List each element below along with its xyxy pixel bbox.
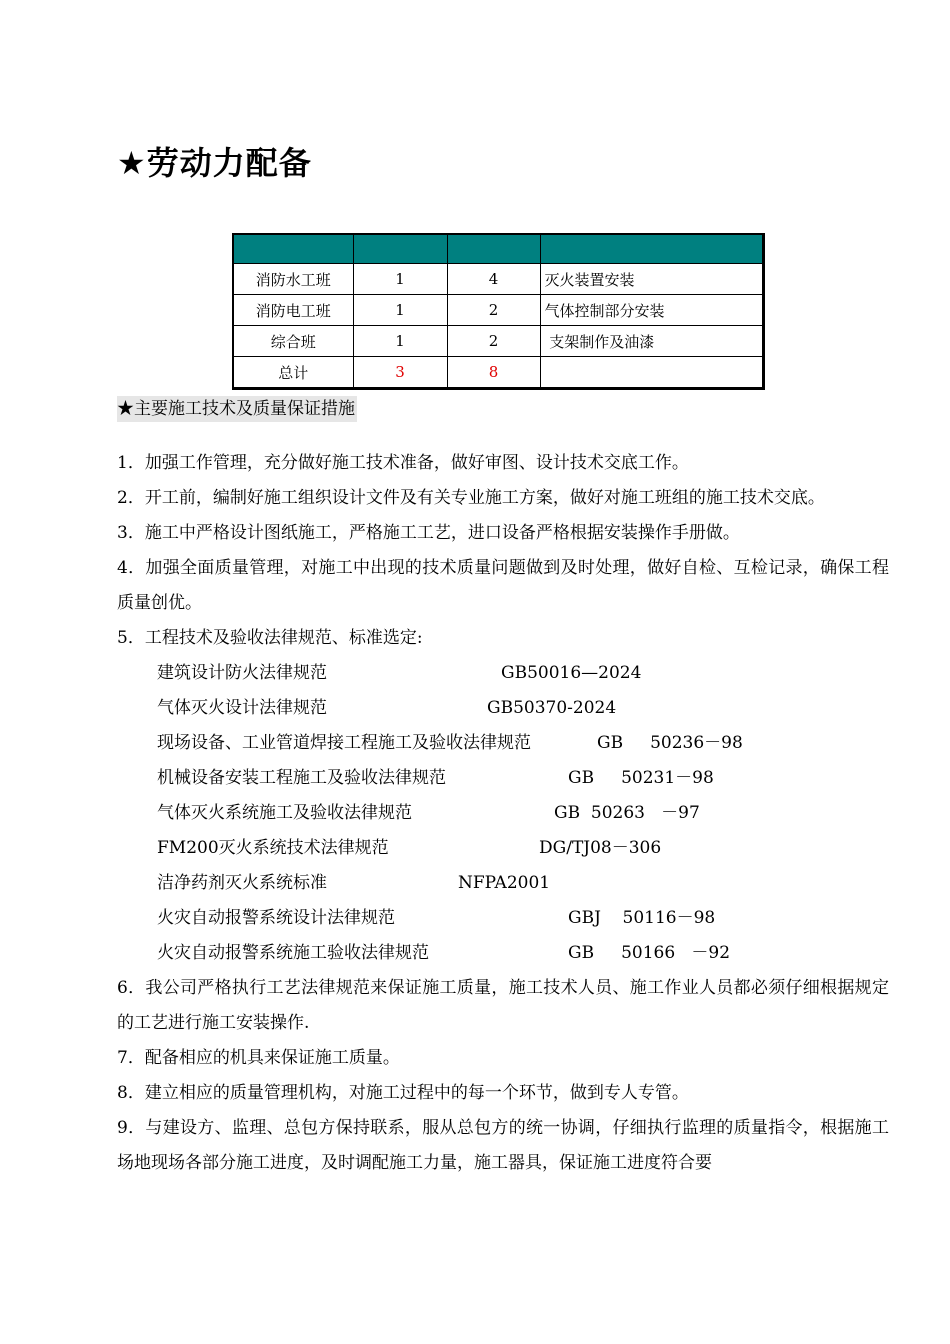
standard-name: 现场设备、工业管道焊接工程施工及验收法律规范 <box>157 733 531 753</box>
standard-code: GB 50236－98 <box>597 733 743 753</box>
measure-item: 5．工程技术及验收法律规范、标准选定: <box>117 628 423 648</box>
standard-row <box>117 796 889 831</box>
table-row <box>233 326 763 357</box>
count-cell: 2 <box>447 295 540 326</box>
standard-name: FM200灭火系统技术法律规范 <box>157 838 389 858</box>
standard-row <box>117 866 889 901</box>
measure-item: 4．加强全面质量管理，对施工中出现的技术质量问题做到及时处理，做好自检、互检记录，确保工程质量创优。 <box>117 558 889 613</box>
header-cell <box>540 234 763 264</box>
table-row <box>233 264 763 295</box>
standard-row <box>117 656 889 691</box>
standard-code: GB50016—2024 <box>501 663 642 683</box>
count-cell: 1 <box>353 326 447 357</box>
labor-table <box>232 233 765 390</box>
standard-name: 机械设备安装工程施工及验收法律规范 <box>157 768 446 788</box>
standard-code: NFPA2001 <box>458 873 551 893</box>
count-cell: 1 <box>353 264 447 295</box>
standard-row <box>117 726 889 761</box>
header-cell <box>353 234 447 264</box>
task-cell <box>540 357 763 389</box>
standard-row <box>117 936 889 971</box>
measure-item: 3．施工中严格设计图纸施工，严格施工工艺，进口设备严格根据安装操作手册做。 <box>117 523 740 543</box>
header-cell <box>447 234 540 264</box>
table-total-row <box>233 357 763 389</box>
total-count-cell: 8 <box>447 357 540 389</box>
team-cell: 综合班 <box>233 326 353 357</box>
standard-code: DG/TJ08－306 <box>539 838 662 858</box>
standard-row <box>117 831 889 866</box>
total-count-cell: 3 <box>353 357 447 389</box>
standard-name: 火灾自动报警系统设计法律规范 <box>157 908 395 928</box>
section-heading: ★主要施工技术及质量保证措施 <box>117 396 357 422</box>
measure-item: 9．与建设方、监理、总包方保持联系，服从总包方的统一协调，仔细执行监理的质量指令，根据施工场地现场各部分施工进度，及时调配施工力量，施工器具，保证施工进度符合要 <box>117 1118 889 1173</box>
measure-item: 2．开工前，编制好施工组织设计文件及有关专业施工方案，做好对施工班组的施工技术交底。 <box>117 488 825 508</box>
standard-row <box>117 901 889 936</box>
standard-row <box>117 761 889 796</box>
standard-row <box>117 691 889 726</box>
team-cell: 消防水工班 <box>233 264 353 295</box>
standard-code: GB50370-2024 <box>487 698 617 718</box>
measure-item: 7．配备相应的机具来保证施工质量。 <box>117 1048 400 1068</box>
standard-name: 气体灭火设计法律规范 <box>157 698 327 718</box>
task-cell: 支架制作及油漆 <box>540 326 763 357</box>
standard-name: 建筑设计防火法律规范 <box>157 663 327 683</box>
standard-name: 气体灭火系统施工及验收法律规范 <box>157 803 412 823</box>
count-cell: 2 <box>447 326 540 357</box>
measure-item: 8．建立相应的质量管理机构，对施工过程中的每一个环节，做到专人专管。 <box>117 1083 689 1103</box>
table-row <box>233 295 763 326</box>
measures-body <box>117 446 889 1181</box>
page-title: ★劳动力配备 <box>117 144 312 182</box>
standard-name: 火灾自动报警系统施工验收法律规范 <box>157 943 429 963</box>
measure-item: 1．加强工作管理，充分做好施工技术准备，做好审图、设计技术交底工作。 <box>117 453 689 473</box>
total-label-cell: 总计 <box>233 357 353 389</box>
standard-name: 洁净药剂灭火系统标准 <box>157 873 327 893</box>
header-cell <box>233 234 353 264</box>
count-cell: 4 <box>447 264 540 295</box>
table-header-row <box>233 234 763 264</box>
team-cell: 消防电工班 <box>233 295 353 326</box>
measure-item: 6．我公司严格执行工艺法律规范来保证施工质量，施工技术人员、施工作业人员都必须仔细根据规定的工艺进行施工安装操作. <box>117 978 889 1033</box>
standard-code: GBJ 50116－98 <box>568 908 716 928</box>
task-cell: 灭火装置安装 <box>540 264 763 295</box>
standard-code: GB 50263 －97 <box>554 803 700 823</box>
task-cell: 气体控制部分安装 <box>540 295 763 326</box>
count-cell: 1 <box>353 295 447 326</box>
standard-code: GB 50166 －92 <box>568 943 731 963</box>
standard-code: GB 50231－98 <box>568 768 714 788</box>
